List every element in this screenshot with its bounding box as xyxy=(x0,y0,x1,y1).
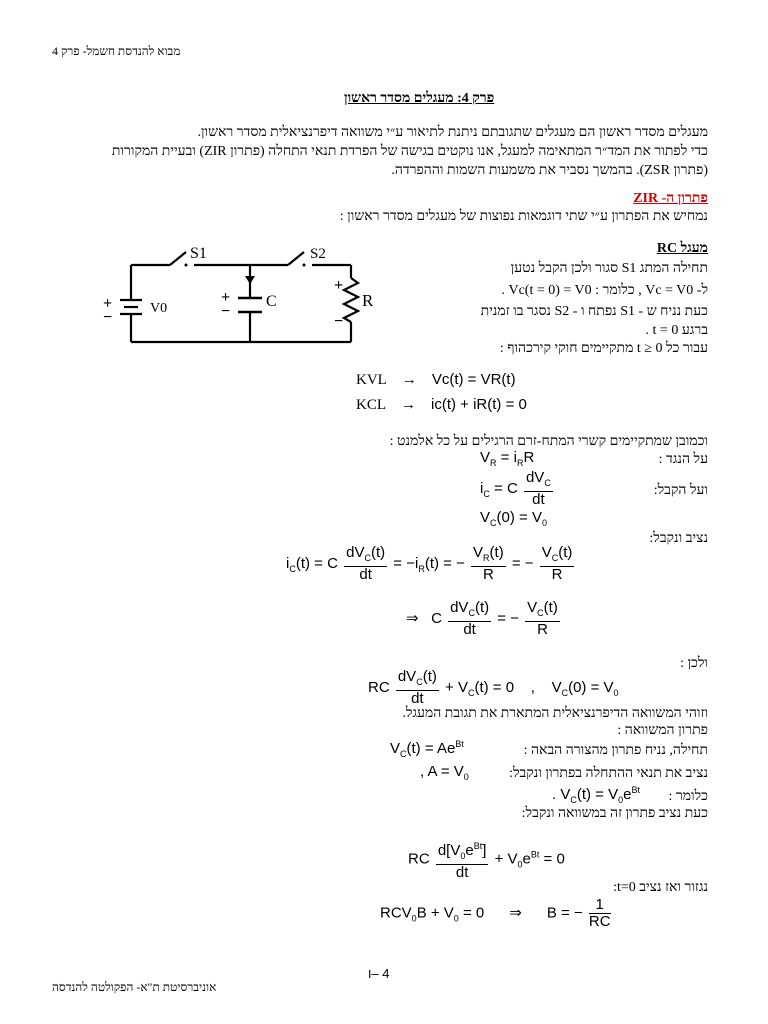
capacitor-relation: $i_C = C$ $\frac{dV_C}{dt}$ xyxy=(480,469,551,508)
zir-lead: נמחיש את הפתרון ע״י שתי דוגמאות נפוצות של מעגלים מסדר ראשון : xyxy=(339,209,708,224)
current-arrow-icon xyxy=(245,276,255,284)
guess-equation: $V_C(t) = Ae^{Bt}$ xyxy=(390,739,464,759)
initial-condition: $V_C(0) = V_0$ xyxy=(480,509,547,528)
label-v0: V0 xyxy=(150,301,168,316)
that-is-text: כלומר : xyxy=(668,789,708,804)
init-cond-text: נציב את תנאי ההתחלה בפתרון ונקבל: xyxy=(509,766,708,781)
chapter-title: פרק 4: מעגלים מסדר ראשון xyxy=(344,91,495,106)
guess-text: תחילה, נניח פתרון מהצורה הבאה : xyxy=(523,743,708,758)
rc-ode: RC $\frac{dV_C(t)}{dt}$ + $V_C(t) = 0$ , $V_C(0) = V_0$ xyxy=(368,668,619,707)
substitute-label: נציב ונקבל: xyxy=(649,531,708,546)
solution-equation: . $V_C(t) = V_0e^{Bt}$ xyxy=(552,785,640,805)
rc-circuit-diagram xyxy=(98,238,374,350)
intro-line-1: מעגלים מסדר ראשון הם מעגלים שתגובתם ניתנת לתיאור ע״י משוואה דיפרנציאלית מסדר ראשון. xyxy=(197,125,708,140)
derived-equation: ⇒ C $\frac{dV_C(t)}{dt}$ = − $\frac{V_C(t)}{R}$ xyxy=(406,599,558,638)
capacitor-label: ועל הקבל: xyxy=(653,483,708,498)
svg-text:+: + xyxy=(334,277,344,294)
therefore-label: ולכן : xyxy=(680,656,708,671)
ode-description: וזוהי המשוואה הדיפרנציאלית המתארת את תגובת המעגל. xyxy=(402,706,708,721)
svg-text:−: − xyxy=(221,303,231,320)
label-s2: S2 xyxy=(310,246,326,262)
kvl-equation: KVL → Vc(t) = VR(t) xyxy=(356,371,516,388)
init-cond-equation: , $A = V_0$ xyxy=(420,763,469,782)
rc-line-1: תחילה המתג S1 סגור ולכן הקבל נטען xyxy=(510,261,708,276)
kcl-equation: KCL → ic(t) + iR(t) = 0 xyxy=(356,396,527,413)
plugged-equation: RC $\frac{d[V_0e^{Bt}]}{dt}$ + $V_0e^{Bt} = 0$ xyxy=(408,838,565,881)
substituted-equation: $i_C(t) = C$ $\frac{dV_C(t)}{dt}$ = $-i_R(t)$ = − $\frac{V_R(t)}{R}$ = − $\frac{V_C(t)}{R}$ xyxy=(286,544,573,583)
rc-line-5: עבור כל t ≥ 0 מתקיימים חוקי קירכהוף : xyxy=(499,341,708,356)
derive-text: נגזור ואז נציב t=0: xyxy=(613,880,708,895)
rc-heading: מעגל RC xyxy=(656,241,708,256)
solution-title: פתרון המשוואה : xyxy=(617,723,708,738)
label-r: R xyxy=(362,291,374,310)
svg-text:−: − xyxy=(103,309,113,326)
resistor-relation: $V_R = i_RR$ xyxy=(480,449,535,468)
page-header: מבוא להנדסת חשמל- פרק 4 xyxy=(52,44,181,58)
resistor-label: על הנגד : xyxy=(658,452,708,467)
page-number: 4 –ו xyxy=(368,966,390,981)
rc-line-3: כעת נניח ש - S1 נפתח ו - S2 נסגר בו זמנית xyxy=(480,304,708,319)
intro-line-2: כדי לפתור את המד״ר המתאימה למעגל, אנו נוקטים בגישה של הפרדת תנאי התחלה (פתרון ZIR) ובעיית המקורות xyxy=(111,144,708,159)
footer-university: אוניברסיטת ת"א- הפקולטה להנדסה xyxy=(52,980,217,994)
svg-text:+: + xyxy=(221,289,231,306)
svg-text:+: + xyxy=(103,295,113,312)
label-c: C xyxy=(266,293,277,310)
element-relations-text: וכמובן שמתקיימים קשרי המתח-זרם הרגילים על כל אלמנט : xyxy=(389,434,708,449)
svg-text:−: − xyxy=(334,313,344,330)
plug-text: כעת נציב פתרון זה במשוואה ונקבל: xyxy=(521,806,708,821)
zir-heading: פתרון ה- ZIR xyxy=(633,191,708,206)
rc-line-4: ברגע t = 0 . xyxy=(645,323,708,338)
rc-line-2: ל- Vc = V0 , כלומר : Vc(t = 0) = V0 . xyxy=(501,283,708,298)
switch-s1 xyxy=(170,252,186,265)
final-equation: $RCV_0B + V_0 = 0$ ⇒ B = − $\frac{1}{RC}$ xyxy=(380,896,611,930)
intro-line-3: (פתרון ZSR). בהמשך נסביר את משמעות השמות וההפרדה. xyxy=(391,163,708,178)
switch-s2 xyxy=(288,252,304,265)
label-s1: S1 xyxy=(190,245,207,262)
